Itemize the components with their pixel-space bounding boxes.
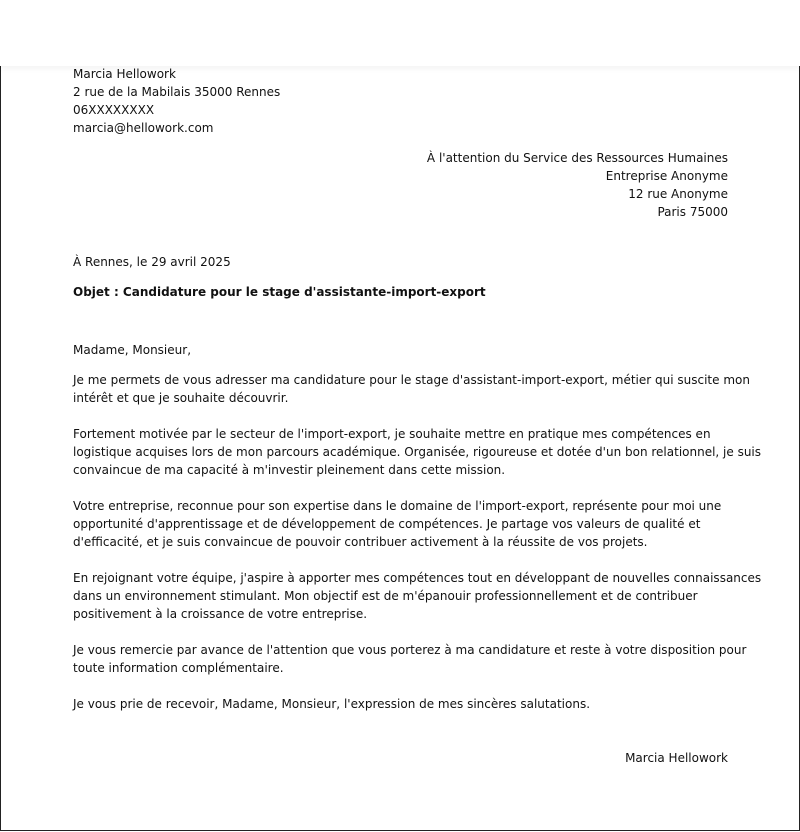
paragraph [73, 425, 762, 479]
recipient-company: Entreprise Anonyme [605, 169, 728, 183]
sender-address: 2 rue de la Mabilais 35000 Rennes [73, 85, 281, 99]
paragraph-line: d'efficacité, et je suis convaincue de pouvoir contribuer activement à la réussite de vos projets. [73, 535, 648, 549]
recipient-street: 12 rue Anonyme [628, 187, 728, 201]
paragraph [73, 497, 733, 551]
recipient-city: Paris 75000 [657, 205, 728, 219]
paragraph [73, 371, 750, 407]
signature: Marcia Hellowork [625, 751, 728, 765]
paragraph-line: Fortement motivée par le secteur de l'import-export, je souhaite mettre en pratique mes compétences en [73, 427, 711, 441]
paragraph-line: toute information complémentaire. [73, 661, 284, 675]
paragraph-line: Je vous remercie par avance de l'attention que vous porterez à ma candidature et reste à votre disposition pour [73, 643, 747, 657]
paragraph-line: opportunité d'apprentissage et de développement de compétences. Je partage vos valeurs de qualité et [73, 517, 701, 531]
paragraph-line: dans un environnement stimulant. Mon objectif est de m'épanouir professionnellement et de contribuer [73, 589, 698, 603]
sender-name: Marcia Hellowork [73, 67, 176, 81]
sender-email: marcia@hellowork.com [73, 121, 214, 135]
closing-paragraph [73, 695, 733, 713]
paragraph [73, 569, 762, 623]
paragraph-line: Votre entreprise, reconnue pour son expertise dans le domaine de l'import-export, représente pour moi une [73, 499, 722, 513]
salutation: Madame, Monsieur, [73, 343, 192, 357]
paragraph [73, 641, 747, 677]
paragraph-line: logistique acquises lors de mon parcours académique. Organisée, rigoureuse et dotée d'un bon relationnel, je suis [73, 445, 762, 459]
paragraph-line: Je me permets de vous adresser ma candidature pour le stage d'assistant-import-export, métier qui suscite mon [73, 373, 750, 387]
paragraph-line: positivement à la croissance de votre entreprise. [73, 607, 368, 621]
recipient-attention: À l'attention du Service des Ressources Humaines [426, 151, 728, 165]
date-line: À Rennes, le 29 avril 2025 [73, 255, 231, 269]
paragraph-line: convaincue de ma capacité à m'investir pleinement dans cette mission. [73, 463, 506, 477]
sender-phone: 06XXXXXXXX [73, 103, 155, 117]
subject-line: Objet : Candidature pour le stage d'assistante-import-export [73, 285, 486, 299]
paragraph-line: Je vous prie de recevoir, Madame, Monsieur, l'expression de mes sincères salutations. [73, 697, 591, 711]
paragraph-line: En rejoignant votre équipe, j'aspire à apporter mes compétences tout en développant de nouvelles connaissances [73, 571, 762, 585]
paragraph-line: intérêt et que je souhaite découvrir. [73, 391, 289, 405]
top-bar [0, 0, 800, 66]
